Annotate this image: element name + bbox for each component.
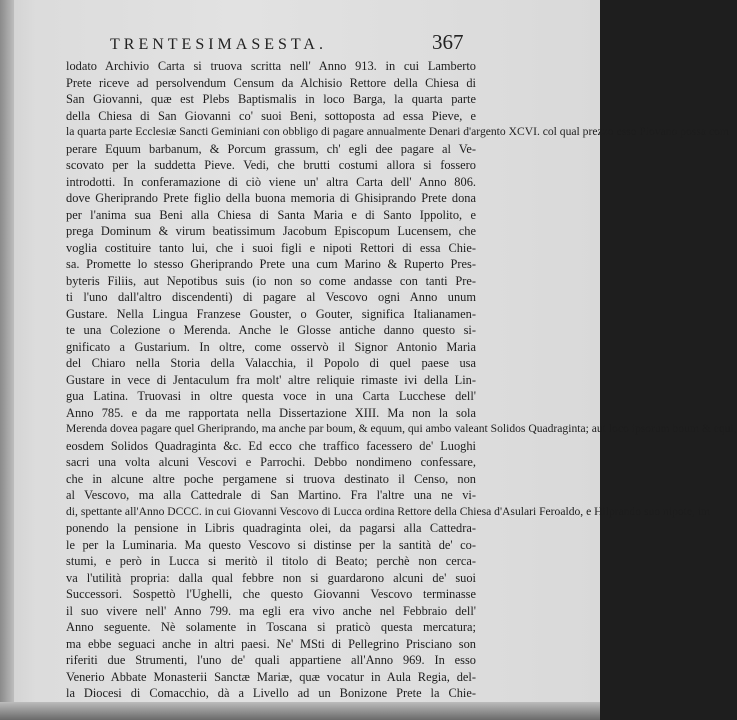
text-line: ponendo la pensione in Libris quadraginta olei, da pagarsi alla Cattedra- [66, 521, 476, 535]
text-line: Successori. Sospettò l'Ughelli, che questo Giovanni Vescovo terminasse [66, 587, 476, 601]
text-line: eosdem Solidos Quadraginta &c. Ed ecco che traffico facessero de' Luoghi [66, 438, 476, 453]
text-line: San Giovanni, quæ est Plebs Baptismalis in loco Barga, la quarta parte [66, 92, 476, 106]
text-line: per l'anima sua Beni alla Chiesa di Santa Maria e di Santo Ippolito, e [66, 207, 476, 222]
text-line: Anno 785. e da me rapportata nella Dissertazione XIII. Ma non la sola [66, 405, 476, 420]
text-line: Gustare in vece di Jentaculum fra molt' altre reliquie rimaste ivi della Lin- [66, 372, 476, 387]
text-line: sacri una volta alcuni Vescovi e Parrochi. Debbo nondimeno confessare, [66, 455, 476, 469]
text-line: lodato Archivio Carta si truova scritta nell' Anno 913. in cui Lamberto [66, 59, 476, 73]
text-line: Venerio Abbate Monasterii Sanctæ Mariæ, quæ vocatur in Aula Regia, del- [66, 669, 476, 684]
text-line: stumi, e però in Lucca si meritò il titolo di Beato; perchè non cerca- [66, 554, 476, 568]
page-gutter-shadow [0, 0, 14, 720]
text-line: che in alcune altre poche pergamene si truova destinato il Censo, non [66, 471, 476, 486]
text-line: al Vescovo, ma alla Cattedrale di San Martino. Fra l'altre una ne vi- [66, 488, 476, 502]
text-line: byteris Filiis, aut Nepotibus suis (io non so come andasse con tanti Pre- [66, 273, 476, 288]
text-line: Merenda dovea pagare quel Gheriprando, ma anche par boum, & equum, qui ambo valeant Solidos Quadraginta; aut loco ipsorum boum & equi, [66, 422, 737, 435]
text-line: della Chiesa di San Giovanni co' suoi Beni, sottoposta ad essa Pieve, e [66, 108, 476, 123]
text-line: Prete riceve ad persolvendum Censum da Alchisio Rettore della Chiesa di [66, 75, 476, 90]
text-line: dove Gheriprando Prete figlio della buona memoria di Ghisiprando Prete dona [66, 191, 476, 205]
text-line: ma ebbe seguaci anche in altri paesi. Ne' MSti di Pellegrino Prisciano son [66, 636, 476, 651]
text-line: la quarta parte Ecclesiæ Sancti Geminiani con obbligo di pagare annualmente Denari d'argento XCVI. col qual prezzo esso Piovano possa com- [66, 125, 733, 138]
text-line: voglia costituire tanto lui, che i suoi figli e nipoti Rettori di essa Chie- [66, 240, 476, 255]
text-line: la Diocesi di Comacchio, dà a Livello ad un Bonizone Prete la Chie- [66, 686, 476, 700]
text-line: di, spettante all'Anno DCCC. in cui Giovanni Vescovo di Lucca ordina Rettore della Chiesa d'Asulari Feroaldo, e Hilprando suo nipote, im- [66, 504, 714, 518]
text-line: ti l'uno dall'altro discendenti) di pagare al Vescovo ogni Anno unum [66, 290, 476, 304]
text-line: scovato per la suddetta Pieve. Vedi, che brutti costumi allora si fossero [66, 158, 476, 172]
page-number: 367 [432, 30, 464, 54]
text-line: del Chiaro nella Storia della Valacchia, il Popolo di quel paese usa [66, 356, 476, 370]
text-line: prega Dominum & virum beatissimum Jacobum Episcopum Lucensem, che [66, 224, 476, 238]
text-line: te una Colezione o Merenda. Anche le Glosse antiche danno questo si- [66, 323, 476, 337]
running-title: TRENTESIMASESTA. [110, 36, 327, 53]
text-line: gua Latina. Truovasi in oltre questa voce in una Carta Lucchese dell' [66, 389, 476, 403]
text-line: introdotti. In conferamazione di ciò viene un' altra Carta dell' Anno 806. [66, 174, 476, 189]
text-line: il suo vivere nell' Anno 799. ma egli era vivo anche nel Febbraio dell' [66, 603, 476, 618]
text-line: Gustare. Nella Lingua Franzese Gouster, o Gouter, significa Italianamen- [66, 306, 476, 321]
text-line: va l'utilità propria: dalla qual febbre non si guardarono alcuni de' suoi [66, 570, 476, 585]
text-line: sa. Promette lo stesso Gheriprando Prete una cum Marino & Ruperto Pres- [66, 257, 476, 271]
text-line: riferiti due Strumenti, l'uno de' quali appartiene all'Anno 969. In esso [66, 653, 476, 667]
body-text [66, 58, 737, 718]
text-line: perare Equum barbanum, & Porcum grassum, ch' egli dee pagare al Ve- [66, 141, 476, 156]
page-bottom-shadow [0, 702, 600, 720]
text-line: gnificato a Gustarium. In oltre, come osservò il Signor Antonio Maria [66, 339, 476, 354]
text-line: le per la Luminaria. Ma questo Vescovo si distinse per la santità de' co- [66, 537, 476, 552]
text-line: Anno seguente. Nè solamente in Toscana si praticò questa mercatura; [66, 620, 476, 634]
